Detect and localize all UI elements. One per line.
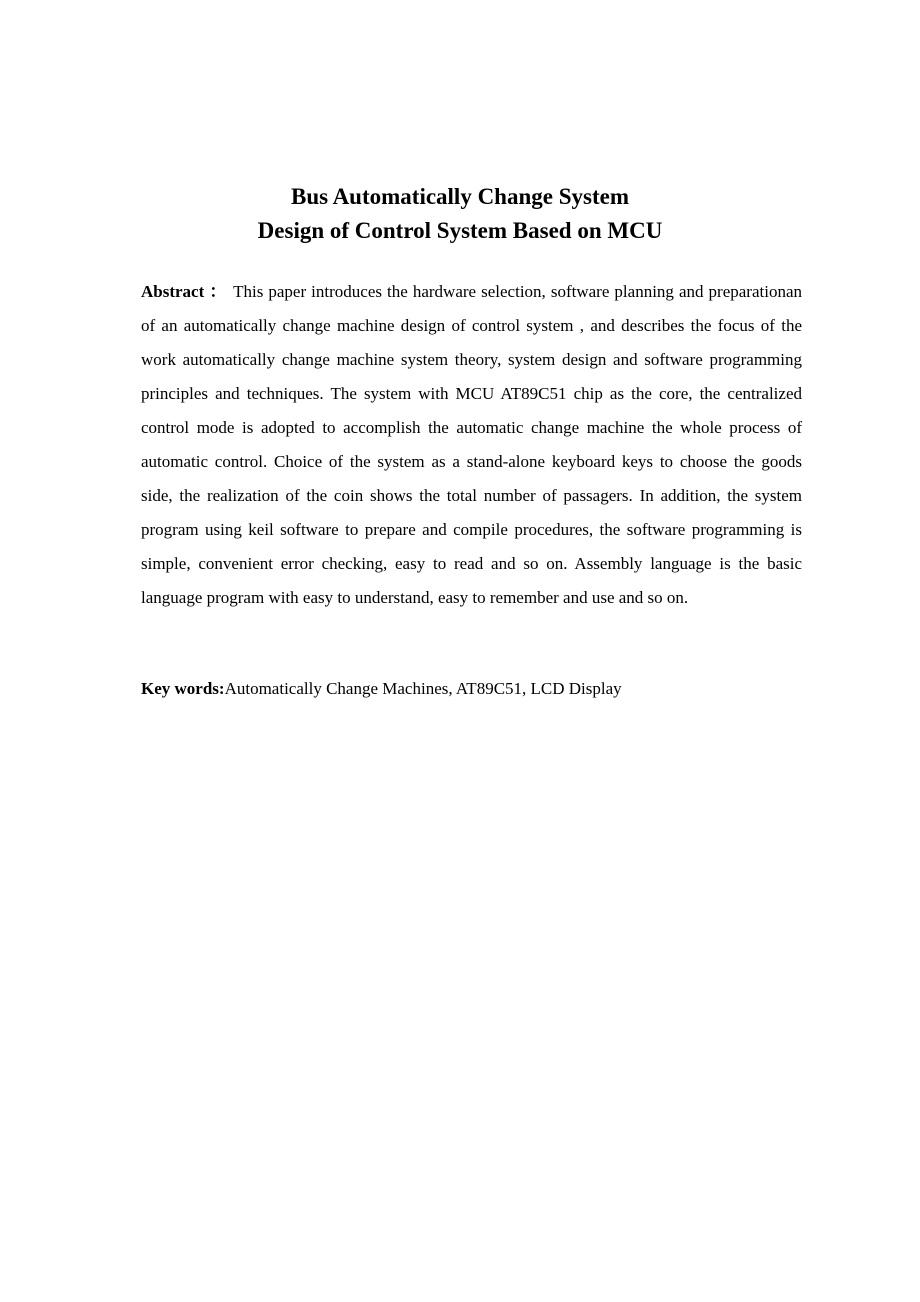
abstract-separator: ： bbox=[209, 282, 228, 301]
title-line-1: Bus Automatically Change System bbox=[291, 184, 629, 209]
abstract-paragraph bbox=[141, 275, 802, 615]
abstract-label: Abstract bbox=[141, 282, 205, 301]
keywords-line bbox=[141, 674, 802, 704]
keywords-text: Automatically Change Machines, AT89C51, LCD Display bbox=[224, 679, 622, 698]
title-line-2: Design of Control System Based on MCU bbox=[257, 218, 663, 243]
title-block bbox=[0, 180, 920, 248]
abstract-text: This paper introduces the hardware selection, software planning and preparationan of an automatically change machine design of control system , and describes the focus of the work automatically change machine system theory, system design and software programming principles and techniques. The system with MCU AT89C51 chip as the core, the centralized control mode is adopted to accomplish the automatic change machine the whole process of automatic control. Choice of the system as a stand-alone keyboard keys to choose the goods side, the realization of the coin shows the total number of passagers. In addition, the system program using keil software to prepare and compile procedures, the software programming is simple, convenient error checking, easy to read and so on. Assembly language is the basic language program with easy to understand, easy to remember and use and so on. bbox=[141, 282, 802, 607]
keywords-label: Key words: bbox=[141, 679, 225, 698]
